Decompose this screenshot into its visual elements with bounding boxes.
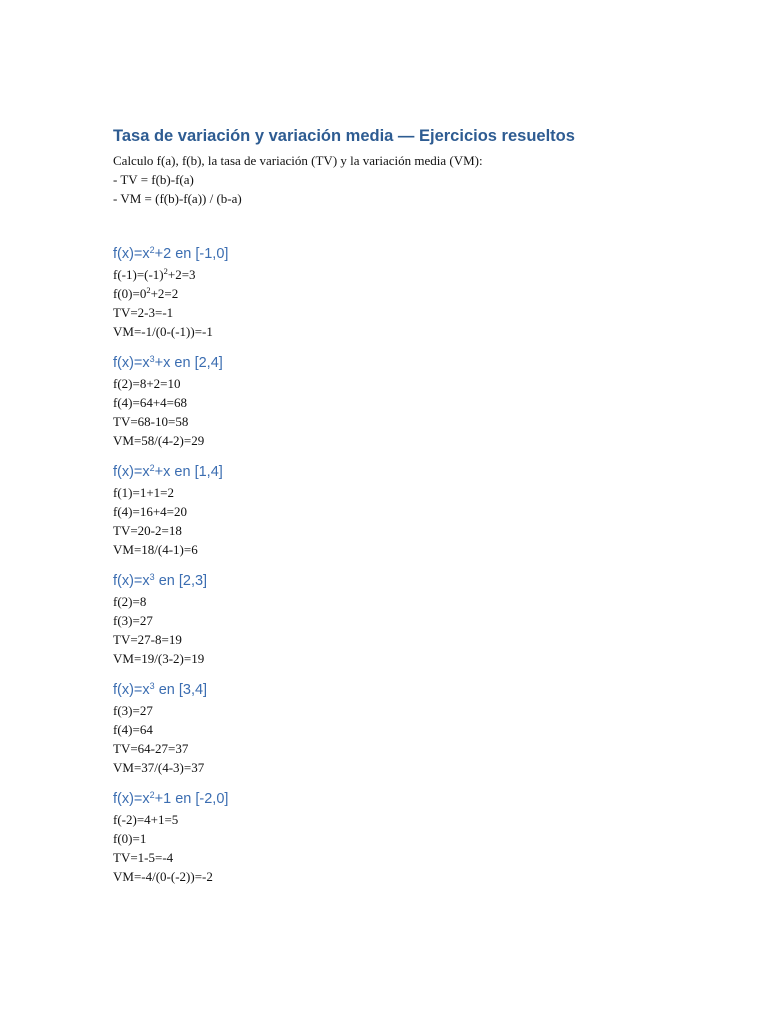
calculation-step: VM=18/(4-1)=6 xyxy=(113,542,198,557)
page-title: Tasa de variación y variación media — Ejercicios resueltos xyxy=(113,127,575,145)
intro-block xyxy=(113,151,673,208)
calculation-step: f(4)=64+4=68 xyxy=(113,395,187,410)
calculation-step: f(3)=27 xyxy=(113,703,153,718)
exponent: 3 xyxy=(149,681,155,691)
calculation-step: VM=19/(3-2)=19 xyxy=(113,651,205,666)
intro-line: - TV = f(b)-f(a) xyxy=(113,172,194,187)
exponent: 2 xyxy=(149,463,155,473)
intro-line: - VM = (f(b)-f(a)) / (b-a) xyxy=(113,191,242,206)
exercise-heading: $f(x)=x^3$ en [2,3] xyxy=(113,572,208,589)
calculation-step: TV=20-2=18 xyxy=(113,523,182,538)
exercise-section xyxy=(113,679,673,777)
intro-line: Calculo f(a), f(b), la tasa de variación (TV) y la variación media (VM): xyxy=(113,153,483,168)
exponent: 2 xyxy=(163,266,168,276)
exponent: 2 xyxy=(146,285,151,295)
exercise-section xyxy=(113,352,673,450)
calculation-step: TV=1-5=-4 xyxy=(113,850,174,865)
exercise-section xyxy=(113,570,673,668)
calculation-step: f(4)=16+4=20 xyxy=(113,504,187,519)
calculation-step: VM=58/(4-2)=29 xyxy=(113,433,205,448)
exercise-heading: $f(x)=x^3+x$ en [2,4] xyxy=(113,354,223,371)
exercise-heading: $f(x)=x^2+1$ en [-2,0] xyxy=(113,790,229,807)
exponent: 3 xyxy=(149,572,155,582)
document-page xyxy=(113,123,673,886)
calculation-step: TV=68-10=58 xyxy=(113,414,189,429)
exercise-list xyxy=(113,243,673,886)
exercise-heading: $f(x)=x^2+2$ en [-1,0] xyxy=(113,245,229,262)
exercise-section xyxy=(113,461,673,559)
calculation-step: f(2)=8 xyxy=(113,594,147,609)
calculation-step: f(4)=64 xyxy=(113,722,153,737)
calculation-step: TV=64-27=37 xyxy=(113,741,189,756)
calculation-step: f(3)=27 xyxy=(113,613,153,628)
exercise-section xyxy=(113,243,673,341)
exponent: 2 xyxy=(149,790,155,800)
exercise-heading: $f(x)=x^3$ en [3,4] xyxy=(113,681,208,698)
exponent: 3 xyxy=(149,354,155,364)
calculation-step: f(1)=1+1=2 xyxy=(113,485,174,500)
calculation-step: VM=-4/(0-(-2))=-2 xyxy=(113,869,213,884)
exercise-heading: $f(x)=x^2+x$ en [1,4] xyxy=(113,463,223,480)
exercise-section xyxy=(113,788,673,886)
calculation-step: f(2)=8+2=10 xyxy=(113,376,181,391)
calculation-step: $f(-1)=(-1)^2+2=3$ xyxy=(113,266,196,282)
calculation-step: VM=-1/(0-(-1))=-1 xyxy=(113,324,213,339)
calculation-step: TV=2-3=-1 xyxy=(113,305,174,320)
exponent: 2 xyxy=(149,245,155,255)
calculation-step: f(-2)=4+1=5 xyxy=(113,812,179,827)
calculation-step: VM=37/(4-3)=37 xyxy=(113,760,205,775)
calculation-step: $f(0)=0^2+2=2$ xyxy=(113,285,179,301)
calculation-step: f(0)=1 xyxy=(113,831,147,846)
calculation-step: TV=27-8=19 xyxy=(113,632,182,647)
